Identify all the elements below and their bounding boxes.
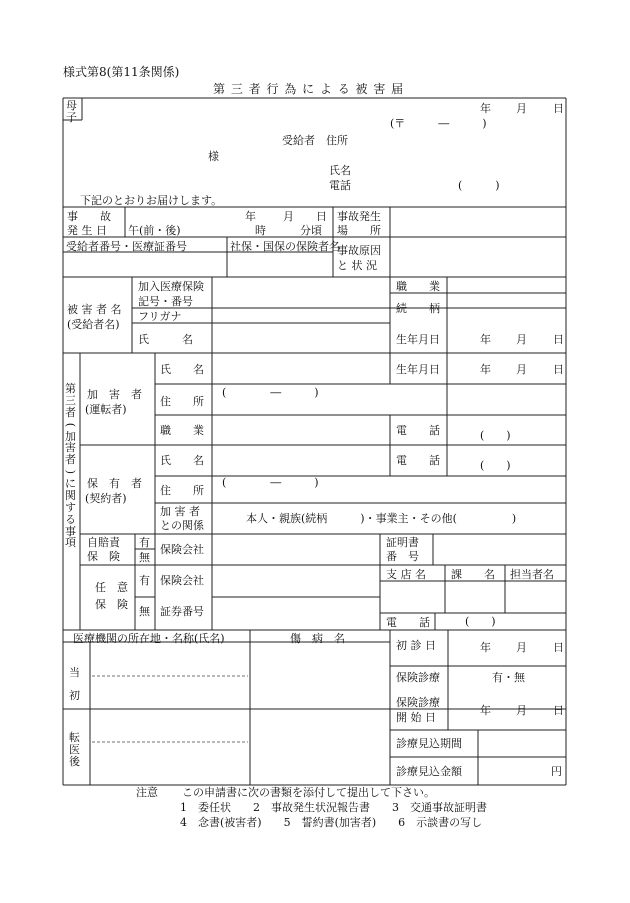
cali-nashi: 無 [139, 551, 150, 564]
owner-address-label: 住 所 [160, 484, 204, 497]
notes-items-2: 4 念書(被害者) 5 誓約書(加害者) 6 示談書の写し [180, 816, 483, 829]
institution-label: 医療機関の所在地・名称(氏名) [73, 632, 225, 645]
victim-birth-year: 年 [480, 333, 491, 346]
cali-label-2: 保 険 [87, 550, 120, 563]
vertical-char: ( [64, 422, 78, 427]
voluntary-label-2: 保 険 [95, 598, 128, 611]
insurance-label-2: 記号・番号 [138, 295, 193, 308]
notes-intro: この申請書に次の書類を添付して提出して下さい。 [182, 786, 435, 799]
victim-label: 被 害 者 名 [67, 303, 122, 316]
accident-minute: 分頃 [300, 224, 322, 237]
sama-label: 様 [208, 150, 219, 163]
vertical-char: す [65, 500, 76, 514]
victim-occupation-label: 職 業 [396, 280, 440, 293]
victim-birth-month: 月 [516, 333, 527, 346]
perpetrator-birth-year: 年 [480, 363, 491, 376]
perpetrator-birth-day: 日 [553, 363, 564, 376]
third-party-vertical-label [65, 383, 76, 549]
declaration: 下記のとおりお届けします。 [80, 194, 223, 207]
insured-start-label: 保険診療 [396, 696, 440, 709]
cali-ari: 有 [139, 536, 150, 549]
transfer-label [69, 732, 80, 768]
page-title: 第 三 者 行 為 に よ る 被 害 届 [213, 82, 405, 96]
injury-label: 傷 病 名 [290, 632, 345, 645]
victim-label-2: (受給者名) [67, 318, 120, 331]
victim-relation-label: 続 柄 [396, 302, 440, 315]
policy-number-label: 証券番号 [160, 605, 204, 618]
vertical-char: 関 [65, 488, 76, 502]
initial-char: 初 [69, 689, 80, 703]
accident-day: 日 [316, 210, 327, 223]
first-visit-day: 日 [553, 641, 564, 654]
perpetrator-birth-label: 生年月日 [396, 363, 440, 376]
initial-label [69, 661, 80, 707]
victim-birth-label: 生年月日 [396, 333, 440, 346]
branch-label: 支 店 名 [386, 568, 426, 581]
perpetrator-phone-label: 電 話 [396, 424, 440, 437]
header-year: 年 [480, 102, 491, 115]
perpetrator-name-label: 氏 名 [160, 363, 204, 376]
accident-cause-label-2: と 状 況 [337, 259, 377, 272]
insurance-phone-label: 電 話 [386, 616, 430, 629]
accident-month: 月 [283, 210, 294, 223]
accident-year: 年 [245, 210, 256, 223]
perpetrator-address-label: 住 所 [160, 395, 204, 408]
start-year: 年 [480, 704, 491, 717]
notes-label: 注意 [136, 786, 158, 799]
cert-label: 証明書 [386, 536, 419, 549]
first-visit-year: 年 [480, 641, 491, 654]
notes-items-1: 1 委任状 2 事故発生状況報告書 3 交通事故証明書 [180, 801, 487, 814]
insurer-name-label: 社保・国保の保険者名 [230, 240, 340, 253]
owner-name-label: 氏 名 [160, 454, 204, 467]
cali-label: 自賠責 [87, 536, 120, 549]
voluntary-label: 任 意 [95, 581, 128, 594]
insurance-phone-paren: ( ) [465, 615, 496, 628]
section-label: 課 名 [451, 568, 495, 581]
perpetrator-label: 加 害 者 [87, 388, 142, 401]
furigana-label: フリガナ [138, 310, 182, 323]
voluntary-ari: 有 [139, 574, 150, 587]
accident-place-label: 事故発生 [337, 210, 381, 223]
cali-insurance-company: 保険会社 [160, 543, 204, 556]
vertical-char: ) [64, 469, 78, 475]
vertical-char: 害 [65, 441, 76, 455]
relation-label-2: との関係 [160, 519, 204, 532]
postal-code: (〒 ― ) [390, 117, 487, 130]
yen-label: 円 [551, 765, 562, 778]
start-day: 日 [553, 704, 564, 717]
recipient-address-label: 受給者 住所 [282, 134, 348, 147]
accident-date-label: 事 故 [67, 210, 111, 223]
perpetrator-address-paren: ( ― ) [222, 386, 319, 399]
relation-label: 加 害 者 [160, 505, 200, 518]
accident-place-label-2: 場 所 [337, 224, 381, 237]
transfer-char: 転 [69, 731, 80, 744]
header-month: 月 [516, 102, 527, 115]
phone-paren: ( ) [458, 179, 500, 192]
voluntary-nashi: 無 [139, 605, 150, 618]
accident-date-label-2: 発 生 日 [67, 224, 107, 237]
insured-label: 保険診療 [396, 671, 440, 684]
first-visit-month: 月 [516, 641, 527, 654]
vertical-char: 加 [65, 429, 76, 443]
perpetrator-birth-month: 月 [516, 363, 527, 376]
vertical-char: 第 [65, 382, 76, 395]
accident-cause-label: 事故原因 [337, 244, 381, 257]
owner-label-2: (契約者) [85, 492, 127, 505]
vertical-char: 三 [65, 393, 76, 407]
voluntary-insurance-company: 保険会社 [160, 574, 204, 587]
vertical-char: 者 [65, 405, 76, 419]
phone-label: 電話 [329, 179, 351, 192]
relation-text: 本人・親族(続柄 )・事業主・その他( ) [246, 512, 517, 525]
start-month: 月 [516, 704, 527, 717]
period-label: 診療見込期間 [396, 737, 462, 750]
vertical-char: 者 [65, 453, 76, 467]
accident-hour: 時 [255, 224, 266, 237]
amount-label: 診療見込金額 [396, 765, 462, 778]
victim-birth-day: 日 [553, 333, 564, 346]
owner-phone-paren: ( ) [480, 459, 511, 472]
initial-char: 当 [69, 666, 80, 679]
person-in-charge-label: 担当者名 [510, 568, 554, 581]
vertical-char: 項 [65, 536, 76, 550]
first-visit-label: 初 診 日 [396, 639, 436, 652]
recipient-number-label: 受給者番号・医療証番号 [66, 240, 187, 253]
victim-name-label: 氏 名 [138, 333, 193, 346]
vertical-char: る [65, 512, 76, 526]
perpetrator-phone-paren: ( ) [480, 429, 511, 442]
insurance-label: 加入医療保険 [138, 280, 204, 293]
owner-label: 保 有 者 [87, 477, 142, 490]
transfer-char: 医 [69, 742, 80, 756]
header-day: 日 [553, 102, 564, 115]
boshi-label [66, 100, 77, 124]
am-pm: 午(前・後) [128, 224, 181, 237]
insured-start-label-2: 開 始 日 [396, 711, 436, 724]
boshi-char: 母 [66, 99, 77, 112]
vertical-char: に [65, 477, 76, 490]
name-label: 氏名 [329, 164, 351, 177]
insured-yes-no: 有・無 [492, 671, 525, 684]
vertical-char: 事 [65, 524, 76, 538]
owner-address-paren: ( ― ) [222, 476, 319, 489]
owner-phone-label: 電 話 [396, 454, 440, 467]
cert-label-2: 番 号 [386, 550, 419, 563]
perpetrator-occupation-label: 職 業 [160, 424, 204, 437]
boshi-char: 子 [66, 110, 77, 124]
perpetrator-label-2: (運転者) [85, 403, 127, 416]
transfer-char: 後 [69, 754, 80, 768]
form-id: 様式第8(第11条関係) [63, 65, 180, 79]
